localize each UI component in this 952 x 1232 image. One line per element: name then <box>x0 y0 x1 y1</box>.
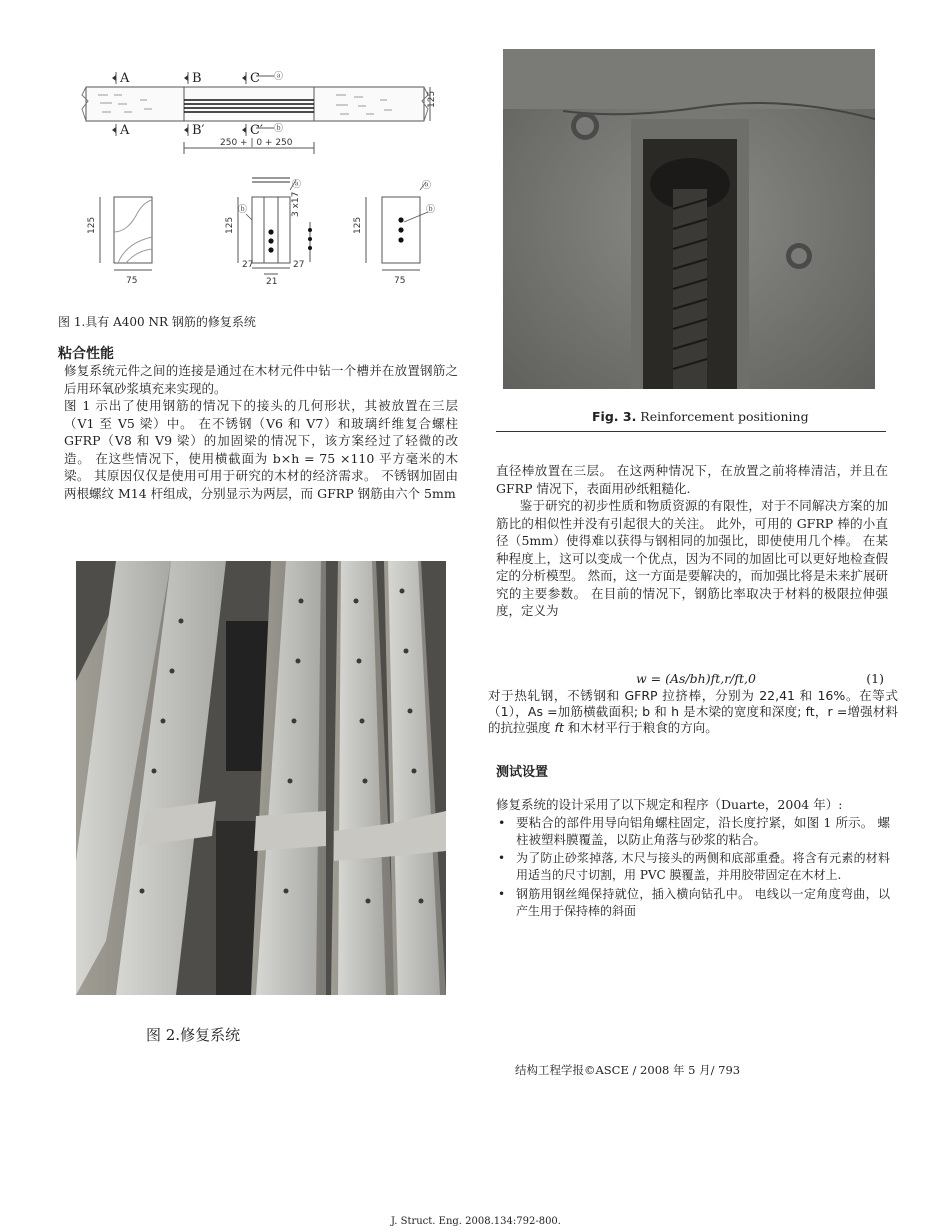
fig1-mark-a: ⓐ <box>274 72 284 82</box>
right-paragraph-2: 鉴于研究的初步性质和物质资源的有限性，对于不同解决方案的加筋比的相似性并没有引起很大的关注。 此外，可用的 GFRP 棒的小直径（5mm）使得难以获得与钢相同的加强比，即使使用几个棒。 在某种程度上，这可以变成一个优点，因为不同的加固比可以更好地检查假定的分析模型。 然而，这一方面是要解决的，而加强比将是未来扩展研究的主要参数。 在目前的情况下，钢筋比率取决于材料的极限拉伸强度，定义为 <box>496 498 888 618</box>
fig1-label-c-bottom: C′ <box>250 123 263 138</box>
fig1-dim-spacing: 3 x17 <box>291 191 301 217</box>
figure-1-svg <box>74 62 454 294</box>
fig1-mark-a-c: ⓐ <box>422 181 432 191</box>
list-item: • 要粘合的部件用导向铝角螺柱固定，沿长度拧紧，如图 1 所示。 螺柱被塑料膜覆盖，以防止角落与砂浆的粘合。 <box>496 814 890 849</box>
right-column-text <box>496 462 888 620</box>
fig1-label-a-top: A <box>120 71 130 86</box>
test-setup-intro: 修复系统的设计采用了以下规定和程序（Duarte，2004 年）: <box>496 797 843 812</box>
right-paragraph-3a: 对于热轧钢，不锈钢和 GFRP 拉挤棒，分别为 22,41 和 16%。在等式 （1），As =加筋横截面积; b 和 h 是木梁的宽度和深度; ft，r =增强材料的抗拉强度 <box>488 688 898 735</box>
fig1-label-a-bottom: A <box>120 123 130 138</box>
fig1-dim-c-width: 75 <box>394 276 406 286</box>
list-item: • 钢筋用钢丝绳保持就位，插入横向钻孔中。 电线以一定角度弯曲，以产生用于保持棒的斜面 <box>496 886 890 921</box>
page-citation: J. Struct. Eng. 2008.134:792-800. <box>391 1216 561 1227</box>
right-paragraph-3 <box>488 688 898 736</box>
figure-3-caption-text: Reinforcement positioning <box>636 409 809 424</box>
figure-3-photo <box>503 49 875 389</box>
equation-body: w = (As/bh)ft,r/ft,0 <box>636 671 756 686</box>
fig1-dim-a-height: 125 <box>87 216 97 234</box>
right-paragraph-1: 直径棒放置在三层。 在这两种情况下，在放置之前将棒清洁，并且在 GFRP 情况下，表面用砂纸粗糙化. <box>496 463 888 496</box>
equation-number: (1) <box>866 671 884 686</box>
fig1-label-c-top: C <box>250 71 260 86</box>
figure-3-caption-label: Fig. 3. <box>592 409 637 424</box>
fig1-label-b-bottom: B′ <box>192 123 205 138</box>
fig1-mark-b-b: ⓑ <box>238 205 248 215</box>
test-setup-list <box>496 814 890 921</box>
right-paragraph-3b: 和木材平行于粮食的方向。 <box>563 720 718 735</box>
figure-1-drawing <box>74 62 454 294</box>
right-paragraph-3-symbol: ft <box>554 720 564 735</box>
equation-1 <box>496 670 888 688</box>
fig1-dim-a-width: 75 <box>126 276 138 286</box>
figure-3-caption <box>592 409 809 424</box>
list-item: • 为了防止砂浆掉落, 木尺与接头的两侧和底部重叠。将含有元素的材料用适当的尺寸切割，用 PVC 膜覆盖，并用胶带固定在木材上. <box>496 850 890 885</box>
left-paragraph-1: 修复系统元件之间的连接是通过在木材元件中钻一个槽并在放置钢筋之后用环氧砂浆填充来实现的。 <box>64 363 458 396</box>
section-heading-test-setup: 测试设置 <box>496 765 549 780</box>
figure-2-caption: 图 2.修复系统 <box>146 1026 241 1044</box>
left-column-text <box>64 362 458 502</box>
test-setup-text <box>496 796 890 922</box>
fig1-mark-b-c: ⓑ <box>426 205 436 215</box>
figure-2-photo <box>76 561 446 995</box>
left-paragraph-2: 图 1 示出了使用钢筋的情况下的接头的几何形状，其被放置在三层（V1 至 V5 梁）中。 在不锈钢（V6 和 V7）和玻璃纤维复合螺柱 GFRP（V8 和 V9 梁）的加固梁的情况下，该方案经过了轻微的改造。 在这些情况下，使用横截面为 b×h = 75 ×110 平方毫米的木梁。 其原因仅仅是使用可用于研究的木材的经济需求。 不锈钢加固由两根螺纹 M14 杆组成，分别显示为两层，而 GFRP 钢筋由六个 5mm <box>64 398 458 501</box>
fig1-dim-b-mid: 21 <box>266 277 278 287</box>
figure-3-rule <box>496 431 886 432</box>
fig1-dim-b-height: 125 <box>225 216 235 234</box>
fig1-dim-b-left: 27 <box>242 260 254 270</box>
page-footer-journal: 结构工程学报©ASCE / 2008 年 5 月/ 793 <box>515 1063 741 1077</box>
fig1-mark-b: ⓑ <box>274 124 284 134</box>
fig1-dim-b-right: 27 <box>293 260 305 270</box>
fig1-mark-a-b: ⓐ <box>292 180 302 190</box>
figure-1-caption: 图 1.具有 A400 NR 钢筋的修复系统 <box>58 315 256 329</box>
fig1-dim-c-height: 125 <box>353 216 363 234</box>
fig1-label-b-top: B <box>192 71 202 86</box>
section-heading-bonding: 粘合性能 <box>58 346 114 362</box>
fig1-dim-height: 125 <box>427 90 437 108</box>
fig1-dim-span: 250 + | 0 + 250 <box>220 138 293 148</box>
